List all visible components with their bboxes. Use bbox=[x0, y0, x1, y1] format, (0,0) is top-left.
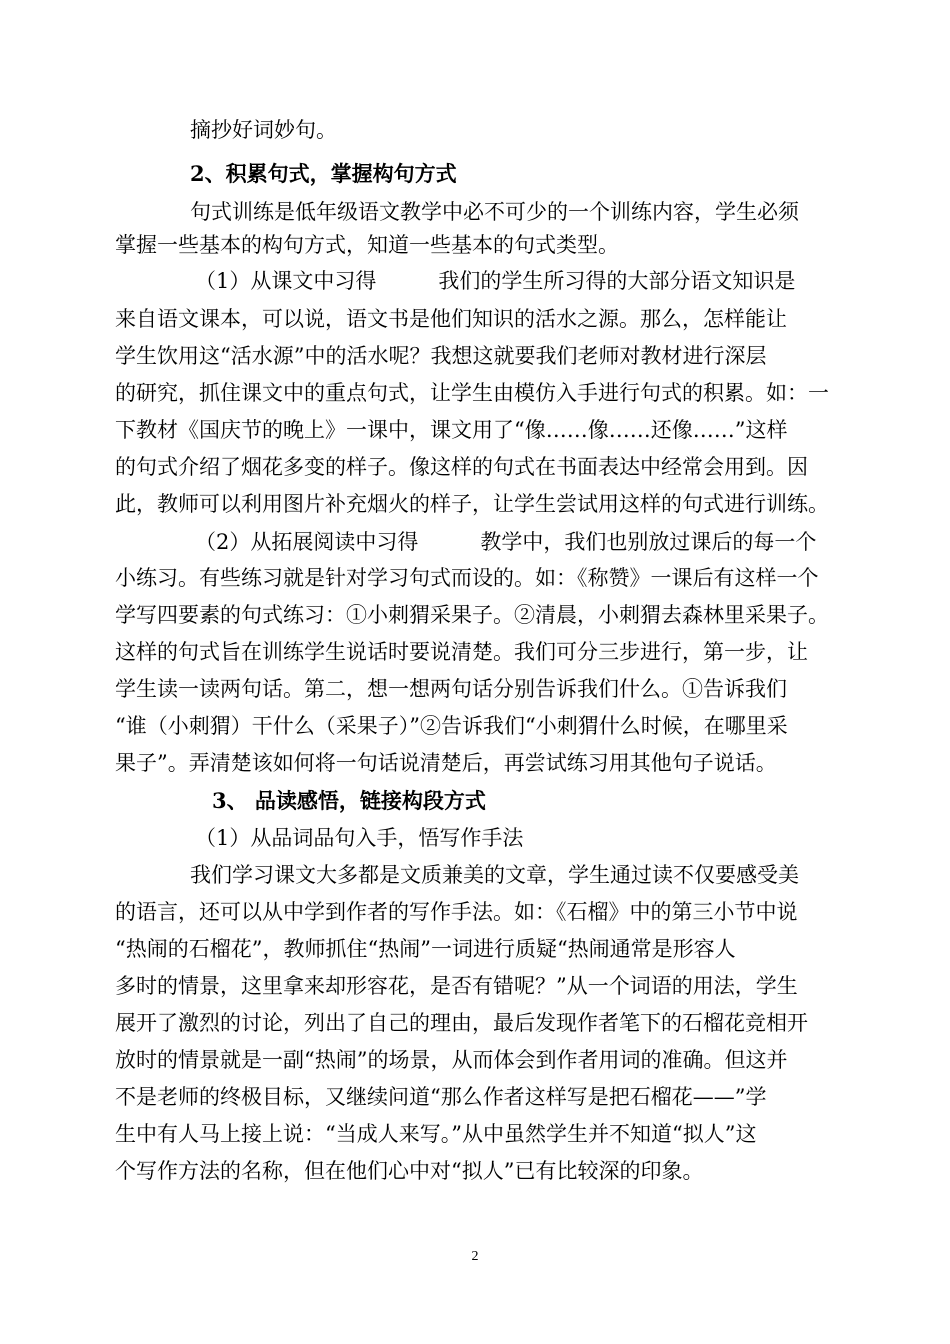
text-line bbox=[115, 1156, 845, 1186]
text-span: 多时的情景，这里拿来却形容花，是否有错呢？”从一个词语的用法，学生 bbox=[115, 974, 798, 998]
text-line bbox=[115, 489, 845, 519]
text-span: 教学中，我们也别放过课后的每一个 bbox=[480, 530, 817, 554]
text-span: 的语言，还可以从中学到作者的写作手法。如：《石榴》中的第三小节中说 bbox=[115, 900, 798, 924]
text-span: 学生饮用这“活水源”中的活水呢？我想这就要我们老师对教材进行深层 bbox=[115, 344, 767, 368]
text-span: 摘抄好词妙句。 bbox=[190, 118, 337, 142]
text-line bbox=[115, 1119, 845, 1149]
text-line bbox=[195, 527, 845, 557]
text-line bbox=[115, 971, 845, 1001]
text-line bbox=[115, 230, 845, 260]
text-line bbox=[115, 1045, 845, 1075]
text-line bbox=[115, 341, 845, 371]
text-span: 学写四要素的句式练习：①小刺猬采果子。②清晨，小刺猬去森林里采果子。 bbox=[115, 603, 829, 627]
text-span: 来自语文课本，可以说，语文书是他们知识的活水之源。那么，怎样能让 bbox=[115, 307, 787, 331]
text-line bbox=[115, 304, 845, 334]
text-span: 小练习。有些练习就是针对学习句式而设的。如：《称赞》一课后有这样一个 bbox=[115, 566, 819, 590]
text-line bbox=[190, 860, 845, 890]
text-span: 的研究，抓住课文中的重点句式，让学生由模仿入手进行句式的积累。如：一 bbox=[115, 381, 829, 405]
text-line bbox=[115, 415, 845, 445]
text-line bbox=[115, 378, 845, 408]
text-line bbox=[115, 711, 845, 741]
text-line bbox=[115, 1082, 845, 1112]
heading-text: 2、积累句式，掌握构句方式 bbox=[190, 161, 457, 186]
text-span: 展开了激烈的讨论，列出了自己的理由，最后发现作者笔下的石榴花竞相开 bbox=[115, 1011, 808, 1035]
text-line bbox=[115, 1008, 845, 1038]
text-span: 此，教师可以利用图片补充烟火的样子，让学生尝试用这样的句式进行训练。 bbox=[115, 492, 829, 516]
text-span: 果子”。弄清楚该如何将一句话说清楚后，再尝试练习用其他句子说话。 bbox=[115, 751, 777, 775]
text-span: “谁（小刺猬）干什么（采果子）”②告诉我们“小刺猬什么时候，在哪里采 bbox=[115, 714, 788, 738]
text-line bbox=[115, 674, 845, 704]
heading-text: 3、 品读感悟，链接构段方式 bbox=[212, 788, 486, 813]
text-span: 句式训练是低年级语文教学中必不可少的一个训练内容，学生必须 bbox=[190, 200, 799, 224]
text-line bbox=[115, 600, 845, 630]
subheading-text: （1）从课文中习得 bbox=[195, 269, 377, 293]
text-line bbox=[115, 897, 845, 927]
text-span: 我们的学生所习得的大部分语文知识是 bbox=[438, 269, 796, 293]
text-span: 下教材《国庆节的晚上》一课中，课文用了“像……像……还像……”这样 bbox=[115, 418, 788, 442]
page-number: 2 bbox=[471, 1249, 479, 1264]
text-span: 的句式介绍了烟花多变的样子。像这样的句式在书面表达中经常会用到。因 bbox=[115, 455, 808, 479]
subheading-text: （2）从拓展阅读中习得 bbox=[195, 530, 419, 554]
text-line bbox=[115, 748, 845, 778]
text-line bbox=[190, 197, 845, 227]
text-span: 学生读一读两句话。第二，想一想两句话分别告诉我们什么。①告诉我们 bbox=[115, 677, 787, 701]
text-span: 放时的情景就是一副“热闹”的场景，从而体会到作者用词的准确。但这并 bbox=[115, 1048, 788, 1072]
text-line bbox=[115, 637, 845, 667]
subheading-text: （1）从品词品句入手，悟写作手法 bbox=[195, 826, 524, 850]
text-span: 生中有人马上接上说：“当成人来写。”从中虽然学生并不知道“拟人”这 bbox=[115, 1122, 757, 1146]
text-line bbox=[115, 563, 845, 593]
section-heading bbox=[190, 159, 845, 189]
text-span: 我们学习课文大多都是文质兼美的文章，学生通过读不仅要感受美 bbox=[190, 863, 799, 887]
text-line bbox=[115, 452, 845, 482]
text-span: 个写作方法的名称，但在他们心中对“拟人”已有比较深的印象。 bbox=[115, 1159, 704, 1183]
section-heading bbox=[212, 786, 845, 816]
text-line bbox=[195, 823, 845, 853]
text-span: 不是老师的终极目标，又继续问道“那么作者这样写是把石榴花——”学 bbox=[115, 1085, 767, 1109]
text-line bbox=[115, 934, 845, 964]
text-line bbox=[190, 115, 845, 145]
text-line bbox=[195, 266, 845, 296]
text-span: 这样的句式旨在训练学生说话时要说清楚。我们可分三步进行，第一步，让 bbox=[115, 640, 808, 664]
text-span: 掌握一些基本的构句方式，知道一些基本的句式类型。 bbox=[115, 233, 619, 257]
text-span: “热闹的石榴花”，教师抓住“热闹”一词进行质疑“热闹通常是形容人 bbox=[115, 937, 736, 961]
